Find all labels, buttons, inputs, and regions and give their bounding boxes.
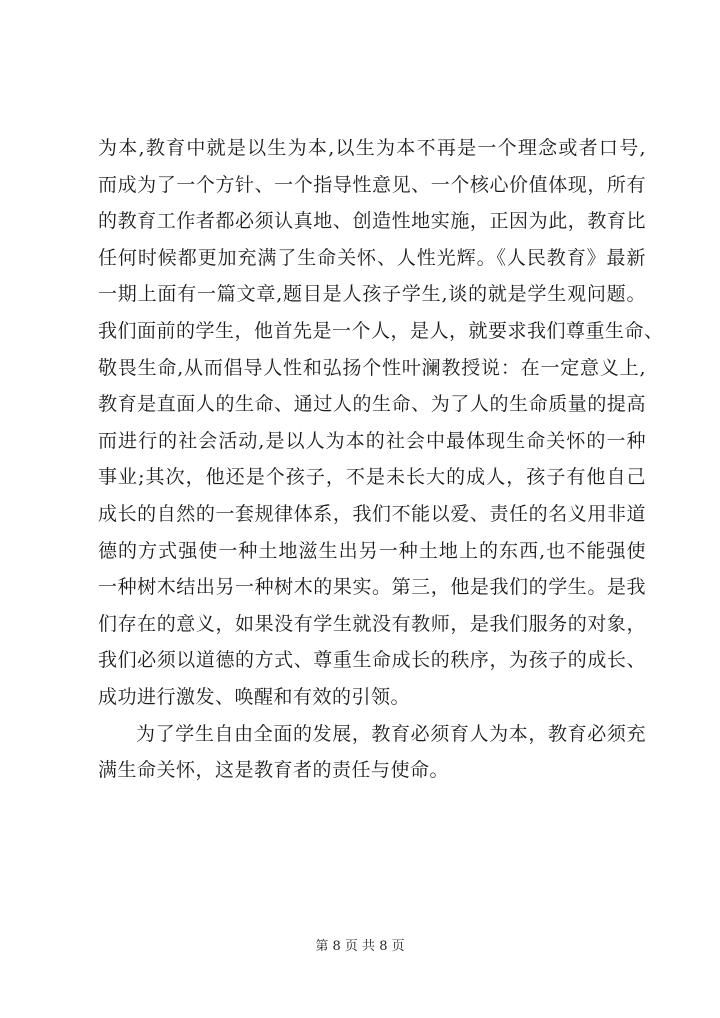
text-line: 一种树木结出另一种树木的果实。第三，他是我们的学生。是我 <box>98 576 646 599</box>
page-number: 第 8 页 共 8 页 <box>315 939 405 954</box>
text-line: 敬畏生命,从而倡导人性和弘扬个性叶澜教授说：在一定意义上, <box>98 356 646 379</box>
text-line: 教育是直面人的生命、通过人的生命、为了人的生命质量的提高 <box>98 393 646 416</box>
paragraph-1 <box>98 130 664 716</box>
text-line: 我们面前的学生，他首先是一个人，是人，就要求我们尊重生命、 <box>98 319 664 342</box>
text-line: 们存在的意义，如果没有学生就没有教师，是我们服务的对象， <box>98 612 646 635</box>
text-line: 我们必须以道德的方式、尊重生命成长的秩序，为孩子的成长、 <box>98 649 646 672</box>
text-line: 而成为了一个方针、一个指导性意见、一个核心价值体现，所有 <box>98 173 646 196</box>
text-line: 任何时候都更加充满了生命关怀、人性光辉。《人民教育》最新 <box>98 246 646 269</box>
text-line: 德的方式强使一种土地滋生出另一种土地上的东西,也不能强使 <box>98 539 646 562</box>
text-line: 成功进行激发、唤醒和有效的引领。 <box>98 685 411 708</box>
text-line: 满生命关怀，这是教育者的责任与使命。 <box>98 759 450 782</box>
document-body <box>98 130 664 789</box>
text-line: 一期上面有一篇文章,题目是人孩子学生,谈的就是学生观问题。 <box>98 283 646 306</box>
text-line: 为了学生自由全面的发展，教育必须育人为本，教育必须充 <box>136 722 646 745</box>
text-line: 而进行的社会活动,是以人为本的社会中最体现生命关怀的一种 <box>98 429 646 452</box>
text-line: 成长的自然的一套规律体系，我们不能以爱、责任的名义用非道 <box>98 502 646 525</box>
text-line: 为本,教育中就是以生为本,以生为本不再是一个理念或者口号, <box>98 137 646 159</box>
page-footer <box>0 937 720 957</box>
text-line: 的教育工作者都必须认真地、创造性地实施，正因为此，教育比 <box>98 210 646 233</box>
text-line: 事业;其次，他还是个孩子，不是未长大的成人，孩子有他自己 <box>98 466 646 489</box>
paragraph-2 <box>98 716 646 789</box>
